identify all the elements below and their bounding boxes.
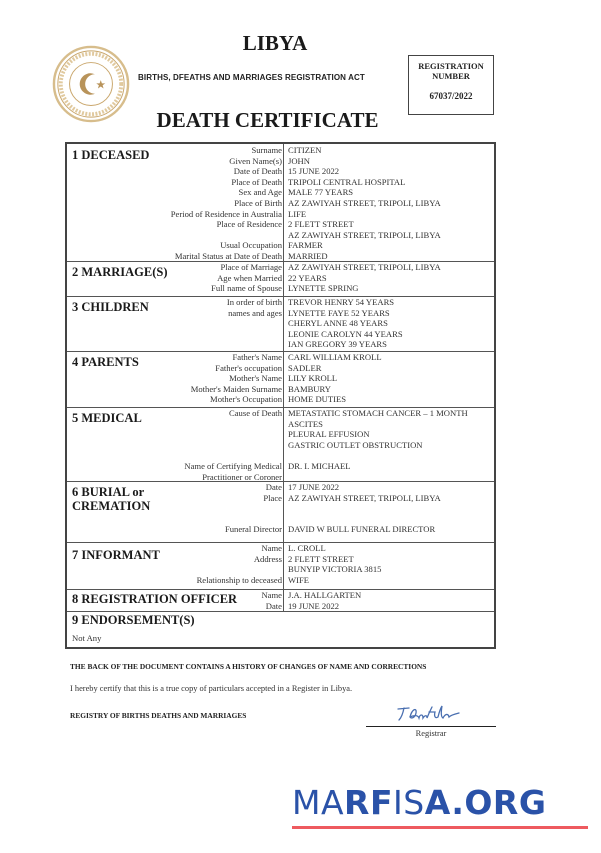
field-values: METASTATIC STOMACH CANCER – 1 MONTH ASCITES PLEURAL EFFUSION GASTRIC OUTLET OBSTRUCTION DR. I. MICHAEL (288, 408, 468, 471)
document-title: DEATH CERTIFICATE (156, 108, 379, 132)
certification-statement: I hereby certify that this is a true copy of particulars accepted in a Register in Libya. (70, 684, 353, 693)
registrar-label: Registrar (415, 729, 447, 738)
registration-number: 67037/2022 (429, 91, 473, 101)
section-heading: 1 DECEASED (72, 148, 150, 162)
column-divider (283, 542, 284, 589)
section-medical (67, 407, 494, 482)
field-values: CITIZEN JOHN 15 JUNE 2022 TRIPOLI CENTRAL HOSPITAL MALE 77 YEARS AZ ZAWIYAH STREET, TRIPOLI, LIBYA LIFE 2 FLETT STREET AZ ZAWIYAH STREET, TRIPOLI, LIBYA FARMER MARRIED (288, 145, 441, 261)
section-burial (67, 481, 494, 543)
field-values: J.A. HALLGARTEN 19 JUNE 2022 (288, 590, 362, 611)
section-parents (67, 351, 494, 408)
column-divider (283, 296, 284, 351)
field-labels: Cause of Death Name of Certifying Medical Practitioner or Coroner (184, 408, 282, 482)
section-registration-officer (67, 589, 494, 612)
field-labels: Name Address Relationship to deceased (196, 543, 282, 585)
registration-number-box (408, 55, 494, 115)
watermark-underline (292, 826, 588, 829)
field-labels: Father's Name Father's occupation Mother's Name Mother's Maiden Surname Mother's Occupation (190, 352, 282, 405)
field-values: AZ ZAWIYAH STREET, TRIPOLI, LIBYA 22 YEARS LYNETTE SPRING (288, 262, 441, 294)
section-children (67, 296, 494, 352)
field-values: CARL WILLIAM KROLL SADLER LILY KROLL BAMBURY HOME DUTIES (288, 352, 382, 405)
registrar-signature-icon (395, 703, 465, 723)
section-endorsement (67, 611, 494, 649)
section-heading: 8 REGISTRATION OFFICER (72, 592, 238, 606)
field-labels: Date Place Funeral Director (224, 482, 282, 535)
endorsement-text: Not Any (72, 633, 102, 643)
column-divider (283, 144, 284, 261)
section-heading: 3 CHILDREN (72, 300, 149, 314)
section-heading: 9 ENDORSEMENT(S) (72, 613, 195, 627)
section-deceased (67, 144, 494, 262)
section-informant (67, 542, 494, 590)
back-of-document-notice: THE BACK OF THE DOCUMENT CONTAINS A HISTORY OF CHANGES OF NAME AND CORRECTIONS (70, 662, 427, 671)
field-values: 17 JUNE 2022 AZ ZAWIYAH STREET, TRIPOLI, LIBYA DAVID W BULL FUNERAL DIRECTOR (288, 482, 441, 535)
column-divider (283, 589, 284, 611)
column-divider (283, 351, 284, 407)
section-heading: 5 MEDICAL (72, 411, 142, 425)
field-labels: In order of birth names and ages (226, 297, 282, 318)
certificate-table (65, 142, 496, 649)
act-title: BIRTHS, DFEATHS AND MARRIAGES REGISTRATION ACT (138, 73, 365, 82)
section-heading: 7 INFORMANT (72, 548, 160, 562)
section-marriage (67, 261, 494, 297)
field-labels: Surname Given Name(s) Date of Death Place of Death Sex and Age Place of Birth Period of Residence in Australia Place of Residence Usual Occupation Marital Status at Date of Death (170, 145, 282, 261)
column-divider (283, 261, 284, 296)
section-heading: 4 PARENTS (72, 355, 139, 369)
country-title: LIBYA (242, 31, 308, 55)
registration-label-1: REGISTRATION (418, 61, 484, 71)
column-divider (283, 481, 284, 542)
field-values: L. CROLL 2 FLETT STREET BUNYIP VICTORIA 3815 WIFE (288, 543, 382, 585)
field-values: TREVOR HENRY 54 YEARS LYNETTE FAYE 52 YEARS CHERYL ANNE 48 YEARS LEONIE CAROLYN 44 YEARS IAN GREGORY 39 YEARS (288, 297, 403, 350)
section-heading: 6 BURIAL or CREMATION (72, 485, 151, 513)
column-divider (283, 407, 284, 481)
marfisa-watermark: MARFISA.ORG (292, 783, 547, 822)
signature-line (366, 726, 496, 727)
registration-label-2: NUMBER (432, 71, 470, 81)
field-labels: Place of Marriage Age when Married Full name of Spouse (211, 262, 282, 294)
field-labels: Name Date (261, 590, 282, 611)
section-heading: 2 MARRIAGE(S) (72, 265, 168, 279)
registry-name: REGISTRY OF BIRTHS DEATHS AND MARRIAGES (70, 711, 247, 720)
